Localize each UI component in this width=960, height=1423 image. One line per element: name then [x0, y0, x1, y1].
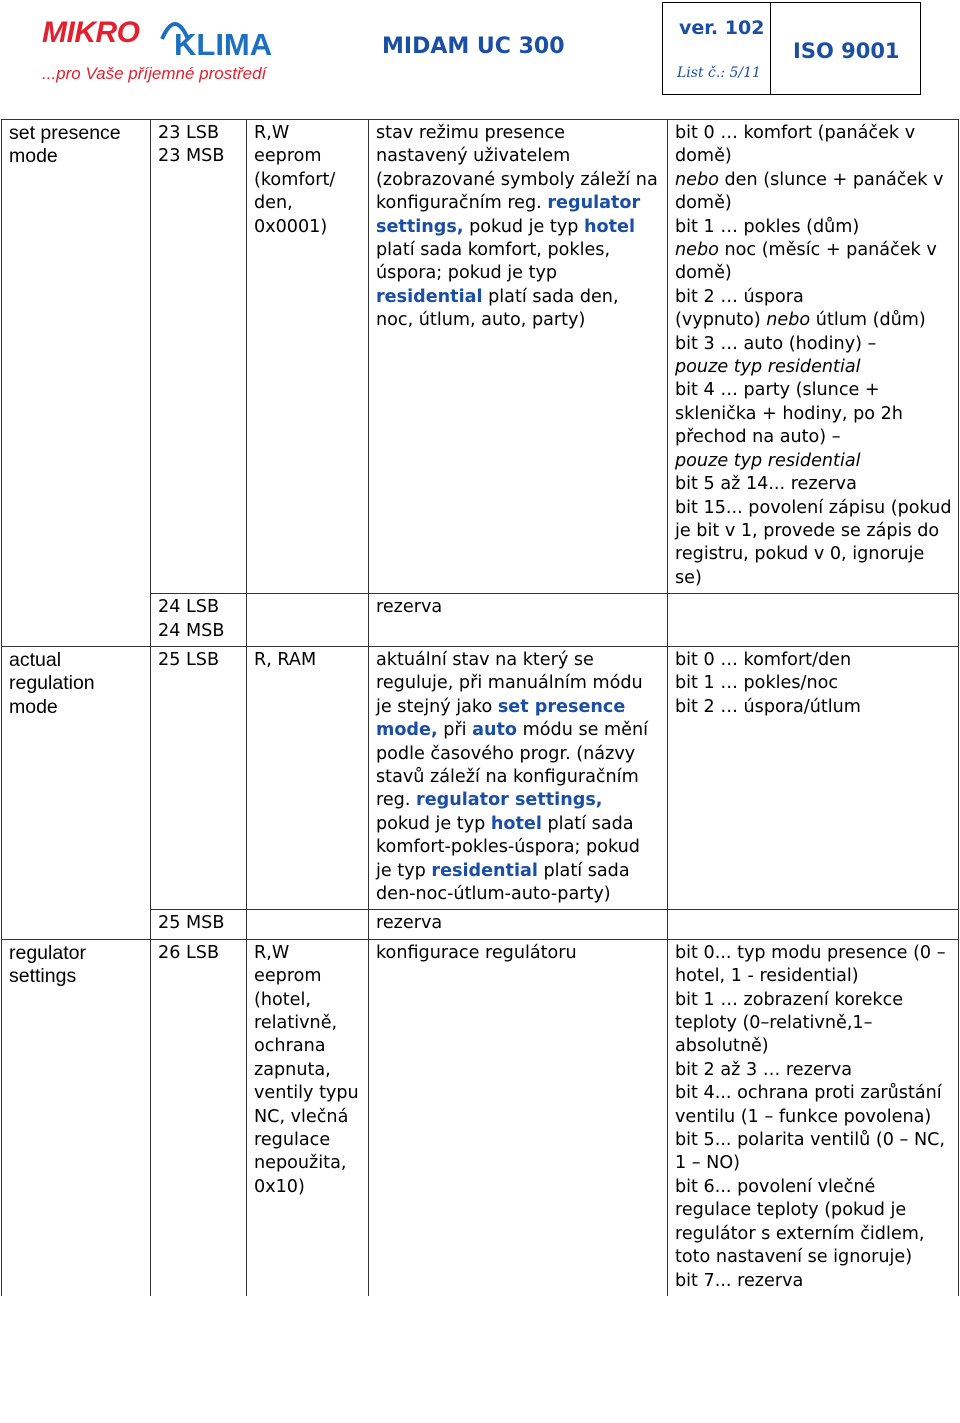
page-header — [0, 0, 960, 110]
table-row — [2, 646, 959, 909]
bit-description: bit 2 … úspora/útlum — [675, 696, 861, 717]
register-address: 24 LSB — [158, 597, 220, 618]
bit-description: bit 4... ochrana proti zarůstání ventilu (1 – funkce povolena) — [675, 1083, 942, 1127]
highlight-term: auto — [472, 720, 518, 741]
description-text: pokud je typ — [376, 813, 486, 834]
bit-description: bit 3 … auto (hodiny) – — [675, 333, 877, 354]
register-name: regulator settings — [9, 941, 86, 988]
register-name: actual regulation mode — [9, 648, 95, 718]
description-text: aktuální stav na který se reguluje, při manuálním módu je stejný jako — [376, 649, 643, 717]
bit-description: bit 0 … komfort (panáček v domě) — [675, 123, 916, 167]
bits-cell — [668, 594, 959, 647]
description-text: platí sada komfort-pokles-úspora; pokud je typ — [376, 813, 640, 881]
register-name-cell — [2, 646, 151, 939]
bits-cell — [668, 646, 959, 909]
register-address: 24 MSB — [158, 620, 225, 641]
bit-description — [675, 169, 952, 216]
description-cell — [369, 910, 668, 939]
highlight-term: set presence mode, — [376, 696, 626, 741]
description-cell — [369, 594, 668, 647]
info-box-divider — [770, 3, 771, 94]
italic-word: nebo — [675, 169, 719, 190]
access-cell — [247, 120, 369, 594]
register-address: 25 LSB — [158, 649, 220, 670]
document-title: MIDAM UC 300 — [382, 34, 565, 59]
bit-note: pouze typ residential — [675, 450, 861, 471]
bit-text: den (slunce + panáček v domě) — [675, 169, 944, 214]
register-address-cell — [151, 120, 247, 594]
bit-description: bit 4 … party (slunce + sklenička + hodiny, po 2h přechod na auto) – — [675, 380, 903, 448]
highlight-term: hotel — [584, 216, 635, 237]
logo-mikro-text: MIKRO — [42, 16, 140, 49]
access-cell — [247, 646, 369, 909]
iso-label: ISO 9001 — [793, 39, 900, 63]
access-cell — [247, 594, 369, 647]
register-name-cell — [2, 120, 151, 647]
bit-description: bit 6... povolení vlečné regulace teploty (pokud je regulátor s externím čidlem, toto nastavení se ignoruje) — [675, 1176, 925, 1268]
register-address: 25 MSB — [158, 913, 225, 934]
description-cell — [369, 120, 668, 594]
description-text: konfigurace regulátoru — [376, 942, 577, 963]
register-address-cell — [151, 910, 247, 939]
logo-klima-text: KLIMA — [174, 27, 273, 62]
register-address-cell — [151, 939, 247, 1296]
sheet-number: List č.: 5/11 — [677, 65, 761, 81]
access-mode: R,W eeprom (komfort/ den, 0x0001) — [254, 123, 336, 237]
register-address-cell — [151, 594, 247, 647]
description-cell — [369, 939, 668, 1296]
description-text: rezerva — [376, 597, 443, 618]
description-text: pokud je typ — [469, 216, 579, 237]
access-mode: R,W eeprom (hotel, relativně, ochrana zapnuta, ventily typu NC, vlečná regulace nepoužita, 0x10) — [254, 942, 359, 1197]
italic-word: nebo — [766, 310, 811, 331]
register-address: 23 LSB — [158, 123, 220, 143]
bit-description: bit 2 … úspora — [675, 286, 804, 307]
highlight-term: residential — [376, 286, 483, 307]
description-text: stav režimu presence nastavený uživatelem (zobrazované symboly záleží na konfiguračním reg. — [376, 123, 658, 214]
description-text: platí sada komfort, pokles, úspora; pokud je typ — [376, 240, 611, 284]
highlight-term: regulator settings, — [376, 193, 641, 237]
bit-description: bit 1 … pokles (dům) — [675, 216, 860, 237]
bits-cell — [668, 939, 959, 1296]
bit-description: bit 2 až 3 … rezerva — [675, 1059, 853, 1080]
bit-description: bit 0... typ modu presence (0 – hotel, 1 - residential) — [675, 942, 946, 987]
bits-cell — [668, 910, 959, 939]
bit-description: bit 15... povolení zápisu (pokud je bit v 1, provede se zápis do registru, pokud v 0, ignoruje se) — [675, 497, 952, 588]
description-text: platí sada den-noc-útlum-auto-party) — [376, 860, 630, 904]
table-row — [2, 939, 959, 1296]
bit-description: bit 1 … zobrazení korekce teploty (0–relativně,1–absolutně) — [675, 989, 904, 1057]
company-slogan: ...pro Vaše příjemné prostředí — [42, 64, 267, 83]
bit-description: bit 1 … pokles/noc — [675, 673, 839, 694]
description-cell — [369, 646, 668, 909]
description-text: platí sada den, noc, útlum, auto, party) — [376, 286, 619, 331]
table-row — [2, 120, 959, 594]
access-cell — [247, 939, 369, 1296]
version-label: ver. 102 — [679, 17, 765, 39]
bit-description — [675, 309, 952, 332]
bit-description — [675, 239, 952, 286]
register-table — [1, 119, 959, 1296]
description-text: rezerva — [376, 913, 443, 934]
description-text: při — [443, 720, 467, 741]
italic-word: nebo — [675, 240, 719, 261]
bit-description: bit 7... rezerva — [675, 1270, 804, 1291]
bit-text: útlum (dům) — [810, 310, 926, 331]
highlight-term: residential — [431, 860, 538, 881]
register-address: 26 LSB — [158, 942, 220, 963]
register-name-cell — [2, 939, 151, 1296]
register-address: 23 MSB — [158, 146, 225, 167]
highlight-term: regulator settings, — [416, 790, 603, 811]
highlight-term: hotel — [490, 813, 542, 834]
bits-cell — [668, 120, 959, 594]
register-address-cell — [151, 646, 247, 909]
document-info-box — [662, 2, 921, 95]
register-name: set presence mode — [9, 122, 121, 168]
description-text: módu se mění podle časového progr. (názvy stavů záleží na konfiguračním reg. — [376, 720, 649, 811]
bit-description: bit 5 až 14... rezerva — [675, 474, 857, 495]
bit-description: bit 5... polarita ventilů (0 – NC, 1 – NO) — [675, 1130, 945, 1174]
bit-note: pouze typ residential — [675, 357, 861, 378]
access-mode: R, RAM — [254, 649, 317, 670]
access-cell — [247, 910, 369, 939]
bit-text: (vypnuto) — [675, 310, 767, 331]
bit-text: noc (měsíc + panáček v domě) — [675, 240, 937, 284]
bit-description: bit 0 … komfort/den — [675, 649, 852, 670]
